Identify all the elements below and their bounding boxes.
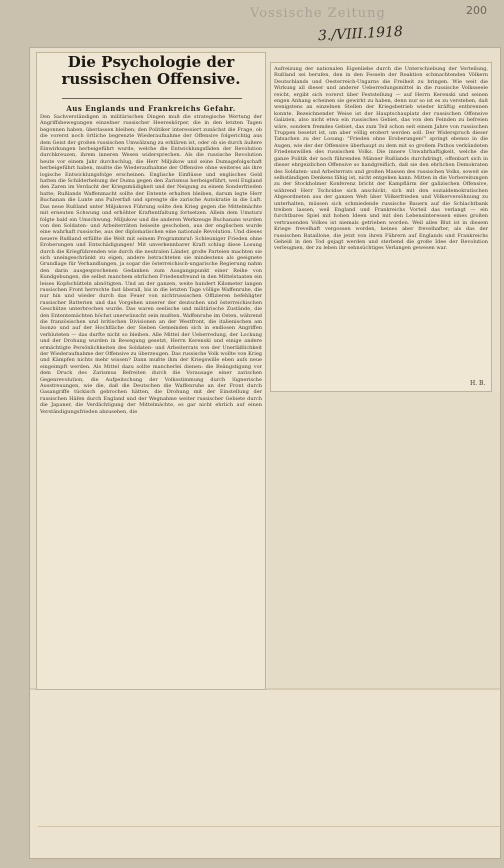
page-number: 200 [466, 4, 487, 17]
article-headline: Die Psychologie der russischen Offensive. [61, 53, 241, 88]
newspaper-stamp: Vossische Zeitung [250, 6, 386, 21]
left-column-text: Den Sachverständigen in militärischen Dingen muß die strategische Wertung der Angriffsbewegungen einzelner russischer Heereskörper, die in den letzten Tagen begonnen haben, überlassen bleiben; den Politiker interessiert zunächst die Frage, ob die vorerst noch örtliche begrenzte Wiederaufnahme der Offensive folgerichtig aus dem Geist der großen russischen Umwälzung zu erklären ist, oder ob sie durch äußere Einwirkungen herbeigeführt wurde, welche die Entwicklungsfäden der Revolution durchkreuzen, ihrem inneren Wesen widersprechen. Als die russische Revolution heute vor einem Jahr durchschlug, die Herr Miljukow und seine Dumagefolgschaft herbeigeführt haben, mußte die Wiederaufnahme der Offensive ohne weiteres als ihre logische Entwicklungsfolge erscheinen. Englische Einflüsse und englisches Geld hatten die Schilderhebung der Duma gegen den Zarismus herbeigeführt, weil England den Zaren im Verdacht der Kriegsmüdigkeit und der Neigung zu einem Sonderfrieden hatte; Rußlands Waffenmacht sollte der Entente erhalten bleiben, darum legte Herr Buchanan die Lunte ans Pulverfaß und sprengte die zarische Autokratie in die Luft. Das neue Rußland unter Miljukows Führung sollte den Krieg gegen die Mittelmächte mit erneuten Schwung und erhöhter Kraftentfaltung fortsetzen. Allein dem Umsturz folgte bald ein Umschwung. Miljukow und die anderen Werkzeuge Buchanans wurden von den Soldaten- und Arbeiterräten beiseite geschoben, aus der englischen wurde eine wahrhaft russische, aus der diplomatischen eine nationale Revolution. Und dieses neuere Rußland erfüllte die Welt mit seinem Programmruf: Schleuniger Frieden ohne Eroberungen und Entschädigungen! Mit unverkennbarer Kraft schlug diese Losung durch die Kriegführenden wie durch die neutralen Länder, große Parteien machten sie sich uneingeschränkt zu eigen, andere betrachteten sie mindestens als geeignete Grundlage für Verhandlungen, ja sogar die österreichisch-ungarische Regierung nahm den darin ausgesprochenen Gedanken zum Ausgangspunkt einer Reihe von Kundgebungen, die selbst manchem ehrlichen Friedensfreund in den Mittelstaaten ein leises Kopfschütteln abnötigten. Und an der ganzen, weite hundert Kilometer langen russischen Front herrschte fast überall, bis in die letzten Tage völlige Waffenruhe, die nur hin und wieder durch das Feuer von nichtrussischen Offizieren befehligter russischer Batterien und das Vorgehen unserer der deutschen und österreichischen Geschütze unterbrochen wurde. Das waren seelische und militärische Zustände, die den Ententemächten höchst unerwünscht sein mußten. Waffenruhe im Osten, während die französischen und britischen Divisionen an der Westfront, die italienischen am Isonzo und auf der Hochfläche der Sieben Gemeinden sich in endlosen Angriffen verbluteten — das durfte nicht so bleiben. Alle Mittel der Ueberredung, der Lockung und der Drohung wurden in Bewegung gesetzt, Herrn Kerenski und einige andere ermächtigte Persönlichkeiten des Soldaten- und Arbeiterrats von der Unerläßlichkeit der Wiederaufnahme der Offensive zu überzeugen. Das russische Volk wollte von Krieg und Kämpfen nichts mehr wissen? Dann mußte ihm der Kriegswille eben aufs neue eingeimpft werden. Als Mittel dazu sollte mancherlei dienen: die Beängstigung vor dem Druck des Zarismus Befreiten durch die Vorausage einer zarischen Gegenrevolution, die Aufpeitschung der Volksstimmung durch lügnerische Ausstreuungen, wie die, daß die Deutschen die Waffenruhe an der Front durch Gasangriffe tückisch gebrochen hätten, die Drohung mit der Einstellung der russischen Häfen durch England und der Wegnahme weiter russischer Gebiete durch die Japaner, die Verdächtigung der Mittelmächte, es gar nicht ehrlich auf einen Verständigungsfrieden abzusehen, die [40, 114, 262, 415]
handwritten-date: 3./VIII.1918 [317, 23, 404, 45]
lower-blank-area [30, 688, 500, 858]
tape-line [38, 826, 500, 827]
right-column-text: Aufreizung der nationalen Eigenliebe durch die Unterschiebung der Verteilung, Rußland sei berufen, den in den Fesseln der Reaktion schmachtenden Völkern Deutschlands und Oesterreich-Ungarns die Freiheit zu bringen. Wie weit die Wirkung all dieser und anderer Ueberredungsmittel in die russische Volksseele reicht, ergibt sich vorerst über Feststellung — auf Herrn Kerenski und seinen engen Anhang scheinen sie gewirkt zu haben, denn nur so ist es zu verstehen, daß wenigstens an einzelnen Stellen der Kriegsbetrieb wieder kräftig entbrennen konnte. Bezeichnender Weise ist der Hauptschauplatz der russischen Offensive Galizien, also nicht etwa ein russisches Gebiet, das von den Feinden zu befreien wäre, sondern fremdes Gebiet, das zum Teil schon seit einem Jahre von russischen Truppen besetzt ist, um aber völlig erobert werden soll. Der Widerspruch dieser Tatsachen zu der Losung: "Frieden ohne Eroberungen!" springt ebenso in die Augen, wie der der Offensive überhaupt zu dem mit so großem Pathos verkündeten Friedenswillen des russischen Volks. Die innere Unwahrhaftigkeit, welche die ganze Politik der noch führenden Männer Rußlands durchdringt, offenbart sich in dieser ehrgeizlichen Offensive so handgreiflich, daß sie den ehrlichen Demokraten des Soldaten- und Arbeiterrats und großen Massen des russischen Volks, soweit sie selbständigen Denkens fähig ist, nicht entgehen kann. Mitten in die Vorbereitungen zu der Stockholmer Konferenz bricht der Kampflärm der galizischen Offensive, während Herr Tschcidse sich anschickt, sich mit den sozialdemokratischen Abgeordneten aus der ganzen Welt über Völkerfrieden und Völkerversöhnung zu unterhalten, müssen sich schmiedende russische Bauern auf die Schlachtbank treiben lassen, weil England und Frankreichs Vorteil das verlangt — ein furchtbares Spiel mit hohen Ideen und mit den Lebensinteressen eines großen vertrauenden Volkes ist niemals getrieben worden. Weil alles Blut ist in diesem Kriege frevelhaft vergossen worden, keines aber frevelhafter, als das der russischen Bataillone, die jetzt von ihren Führern auf Englands und Frankreichs Geheiß in den Tod gejagt werden und sterbend die große Idee der Revolution verleugnen, der zu leben ihr sehnsüchtiges Verlangen gewesen war. [274, 66, 488, 252]
headline-rule [62, 98, 242, 99]
article-subheadline: Aus Englands und Frankreichs Gefahr. [66, 104, 236, 113]
article-signature: H. B. [470, 380, 486, 387]
blank-area [268, 392, 500, 688]
